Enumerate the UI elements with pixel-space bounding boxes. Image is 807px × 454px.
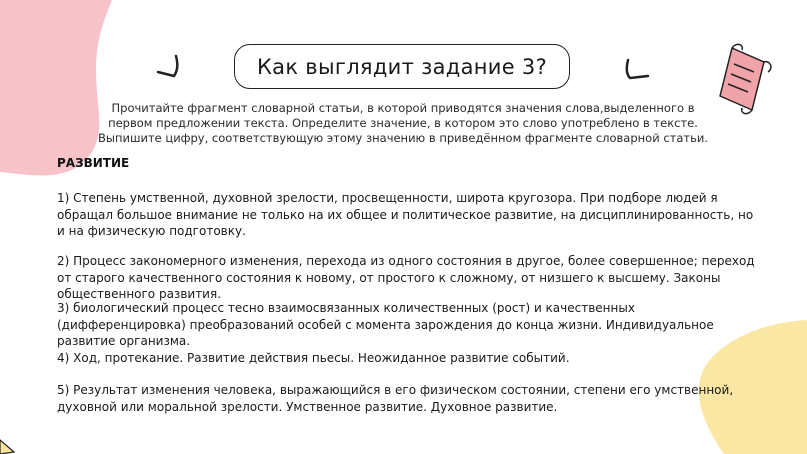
meaning-5: 5) Результат изменения человека, выражающийся в его физическом состоянии, степени его умственной, духовной или моральной зрелости. Умственное развитие. Духовное развитие. [57,383,734,414]
arrow-left-icon [152,52,186,82]
meaning-3: 3) биологический процесс тесно взаимосвязанных количественных (рост) и качественных (дифференцировка) преобразований особей с момента зарождения до конца жизни. Индивидуальное развитие организма. [57,301,714,348]
slide-title: Как выглядит задание 3? [234,44,570,89]
pencil-icon [0,434,24,454]
arrow-right-icon [620,56,654,86]
scroll-icon [718,38,778,118]
dictionary-headword: РАЗВИТИЕ [57,156,130,170]
task-instruction: Прочитайте фрагмент словарной статьи, в которой приводятся значения слова,выделенного в первом предложении текста. Определите значение, в котором это слово употреблено в тексте. Выпишите цифру, соответствующую этому значению в приведённом фрагменте словарной статьи. [97,101,709,145]
meaning-2: 2) Процесс закономерного изменения, перехода из одного состояния в другое, более совершенное; переход от старого качественного состояния к новому, от простого к сложному, от низшего к высшему. Законы общественного развития. [57,254,755,301]
meaning-4: 4) Ход, протекание. Развитие действия пьесы. Неожиданное развитие событий. [57,351,570,365]
meaning-1: 1) Степень умственной, духовной зрелости, просвещенности, широта кругозора. При подборе людей я обращал большое внимание не только на их общее и политическое развитие, на дисциплинированность, но и на физическую подготовку. [57,191,754,238]
